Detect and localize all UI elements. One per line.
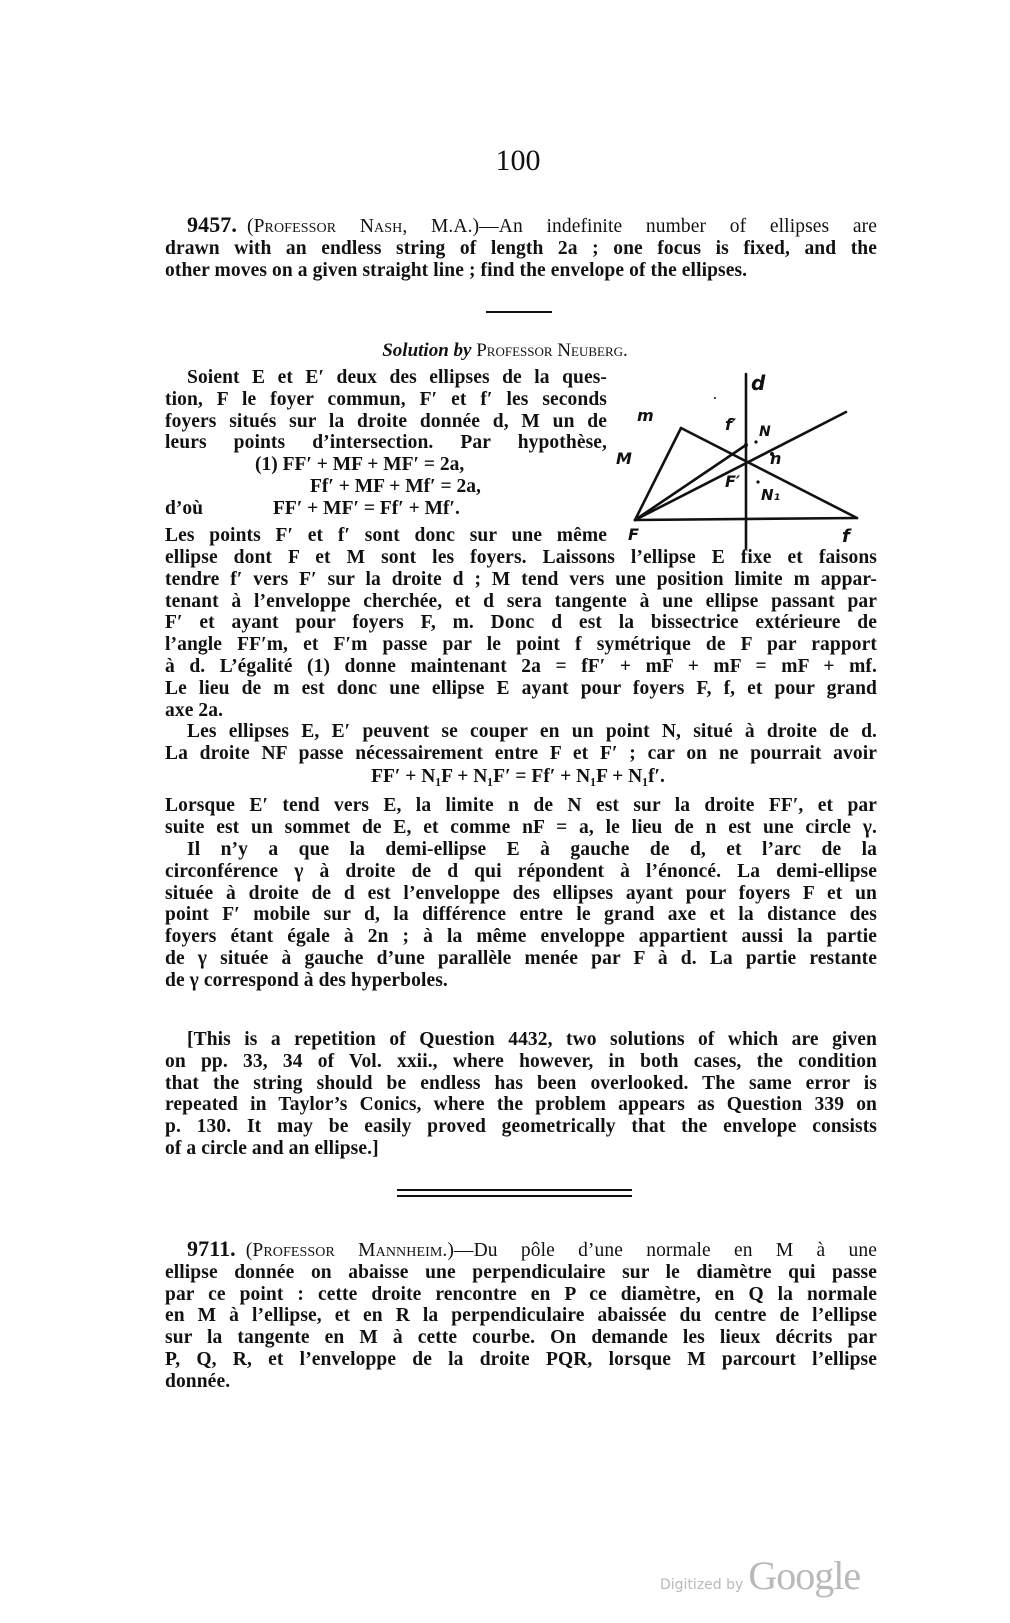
geometry-diagram bbox=[600, 360, 870, 560]
question-9457 bbox=[165, 214, 877, 281]
question-number: 9457. bbox=[187, 212, 237, 237]
paragraph-line: ellipse dont F et M sont les foyers. Laissons l’ellipse E fixe et faisons bbox=[165, 547, 877, 568]
paragraph-line: de γ située à gauche d’une parallèle menée par F à d. La partie restante bbox=[165, 947, 877, 969]
equation-2: Ff′ + MF + Mf′ = 2a, bbox=[310, 476, 481, 497]
question-author: (Professor Mannheim.) bbox=[245, 1240, 454, 1261]
point-N bbox=[754, 440, 757, 443]
question-9711-line: P, Q, R, et l’enveloppe de la droite PQR, lorsque M parcourt l’ellipse bbox=[165, 1348, 877, 1370]
question-text: —Du pôle d’une normale en M à une bbox=[454, 1240, 878, 1261]
paragraph-line: La droite NF passe nécessairement entre F et F′ ; car on ne pourrait avoir bbox=[165, 742, 877, 764]
label-N: N bbox=[759, 424, 771, 440]
solution-intro-line: Soient E et E′ deux des ellipses de la ques- bbox=[187, 367, 607, 388]
label-n: n bbox=[770, 449, 782, 468]
equation-3: FF′ + MF′ = Ff′ + Mf′. bbox=[273, 498, 460, 519]
question-9711-line: ellipse donnée on abaisse une perpendiculaire sur le diamètre qui passe bbox=[165, 1261, 877, 1283]
question-author: (Professor Nash, M.A.) bbox=[247, 216, 480, 237]
solution-intro-line: leurs points d’intersection. Par hypothèse, bbox=[165, 432, 607, 454]
paragraph-line: foyers étant égale à 2n ; à la même enveloppe appartient aussi la partie bbox=[165, 926, 877, 948]
paragraph-line: axe 2a. bbox=[165, 699, 224, 721]
question-9457-line-2: drawn with an endless string of length 2a ; one focus is fixed, and the bbox=[165, 237, 877, 259]
paragraph-line: point F′ mobile sur d, la différence entre le grand axe et la distance des bbox=[165, 904, 877, 926]
line-m-f bbox=[681, 428, 857, 518]
point-fprime bbox=[744, 443, 748, 447]
les-points-text: Les points F′ et f′ sont donc sur une même bbox=[165, 525, 607, 546]
paragraph-line: tendre f′ vers F′ sur la droite d ; M tend vers une position limite m appar- bbox=[165, 568, 877, 590]
label-F: F bbox=[628, 525, 639, 544]
paragraph-line: Les ellipses E, E′ peuvent se couper en un point N, situé à droite de d. bbox=[187, 721, 877, 742]
paragraph-line: située à droite de d est l’enveloppe des ellipses ayant pour foyers F et un bbox=[165, 882, 877, 904]
solution-paragraph-4 bbox=[165, 839, 877, 992]
solution-intro-line: tion, F le foyer commun, F′ et f′ les seconds bbox=[165, 388, 607, 410]
section-rule bbox=[486, 311, 552, 313]
point-N1 bbox=[756, 480, 759, 483]
label-f: f bbox=[842, 526, 850, 547]
editorial-note bbox=[165, 1029, 877, 1160]
label-N1: N₁ bbox=[761, 486, 781, 504]
note-line: [This is a repetition of Question 4432, two solutions of which are given bbox=[187, 1029, 877, 1050]
solution-paragraph-1 bbox=[165, 547, 877, 721]
solution-intro bbox=[165, 367, 607, 454]
solution-author: Professor Neuberg. bbox=[476, 340, 628, 361]
paragraph-line: suite est un sommet de E, et comme nF = a, le lieu de n est une circle γ. bbox=[165, 816, 877, 838]
solution-paragraph-3 bbox=[165, 795, 877, 839]
question-9711-line-1 bbox=[165, 1238, 877, 1262]
solution-heading bbox=[0, 340, 1010, 362]
paragraph-line: à d. L’égalité (1) donne maintenant 2a = fF′ + mF + mF = mF + mf. bbox=[165, 655, 877, 677]
solution-paragraph-2 bbox=[165, 721, 877, 765]
watermark-prefix: Digitized by bbox=[660, 1577, 744, 1593]
note-line: p. 130. It may be easily proved geometrically that the envelope consists bbox=[165, 1116, 877, 1138]
paragraph-line: Il n’y a que la demi-ellipse E à gauche de d, et l’arc de la bbox=[187, 839, 877, 860]
line-F-long bbox=[635, 412, 846, 520]
question-9711-line: par ce point : cette droite rencontre en P ce diamètre, en Q la normale bbox=[165, 1283, 877, 1305]
label-fprime: f′ bbox=[725, 415, 737, 434]
label-M: M bbox=[616, 449, 632, 468]
line-F-m bbox=[635, 428, 681, 520]
page-number: 100 bbox=[495, 144, 541, 177]
paragraph-line: F′ et ayant pour foyers F, m. Donc d est la bissectrice extérieure de bbox=[165, 612, 877, 634]
question-9711-line: en M à l’ellipse, et en R la perpendiculaire abaissée du centre de l’ellipse bbox=[165, 1305, 877, 1327]
solution-label: Solution by bbox=[382, 340, 472, 361]
point-stray bbox=[714, 397, 716, 399]
note-line: on pp. 33, 34 of Vol. xxii., where however, in both cases, the condition bbox=[165, 1050, 877, 1072]
line-F-f bbox=[635, 518, 857, 520]
label-d: d bbox=[751, 371, 766, 395]
double-rule-top bbox=[397, 1189, 632, 1191]
paragraph-line: Lorsque E′ tend vers E, la limite n de N est sur la droite FF′, et par bbox=[165, 795, 877, 816]
question-9457-line-1 bbox=[165, 214, 877, 238]
question-text: —An indefinite number of ellipses are bbox=[479, 216, 877, 237]
google-logo: Google bbox=[748, 1553, 861, 1598]
question-9711 bbox=[165, 1238, 877, 1393]
paragraph-line: de γ correspond à des hyperboles. bbox=[165, 969, 448, 991]
paragraph-line: l’angle FF′m, et F′m passe par le point f symétrique de F par rapport bbox=[165, 634, 877, 656]
paragraph-line: circonférence γ à droite de d qui répondent à l’énoncé. La demi-ellipse bbox=[165, 860, 877, 882]
paragraph-line: tenant à l’enveloppe cherchée, et d sera tangente à une ellipse passant par bbox=[165, 590, 877, 612]
equation-1: (1) FF′ + MF + MF′ = 2a, bbox=[255, 454, 465, 475]
label-m: m bbox=[637, 406, 654, 425]
question-number: 9711. bbox=[187, 1236, 236, 1261]
note-line: that the string should be endless has been overlooked. The same error is bbox=[165, 1072, 877, 1094]
equation-n1: FF′ + N₁F + N₁F′ = Ff′ + N₁F + N₁f′. bbox=[371, 766, 665, 787]
digitized-by-google-watermark bbox=[660, 1552, 860, 1599]
label-Fprime: F′ bbox=[725, 472, 741, 491]
solution-intro-line: foyers situés sur la droite donnée d, M un de bbox=[165, 410, 607, 432]
question-9457-line-3: other moves on a given straight line ; find the envelope of the ellipses. bbox=[165, 259, 748, 281]
double-rule-bottom bbox=[397, 1195, 632, 1197]
dou-label: d’où bbox=[165, 498, 203, 519]
paragraph-line: Le lieu de m est donc une ellipse E ayant pour foyers F, f, et pour grand bbox=[165, 677, 877, 699]
note-line: repeated in Taylor’s Conics, where the problem appears as Question 339 on bbox=[165, 1094, 877, 1116]
question-9711-line: donnée. bbox=[165, 1370, 231, 1392]
les-points-line bbox=[165, 525, 607, 547]
question-9711-line: sur la tangente en M à cette courbe. On demande les lieux décrits par bbox=[165, 1327, 877, 1349]
note-line: of a circle and an ellipse.] bbox=[165, 1137, 379, 1159]
